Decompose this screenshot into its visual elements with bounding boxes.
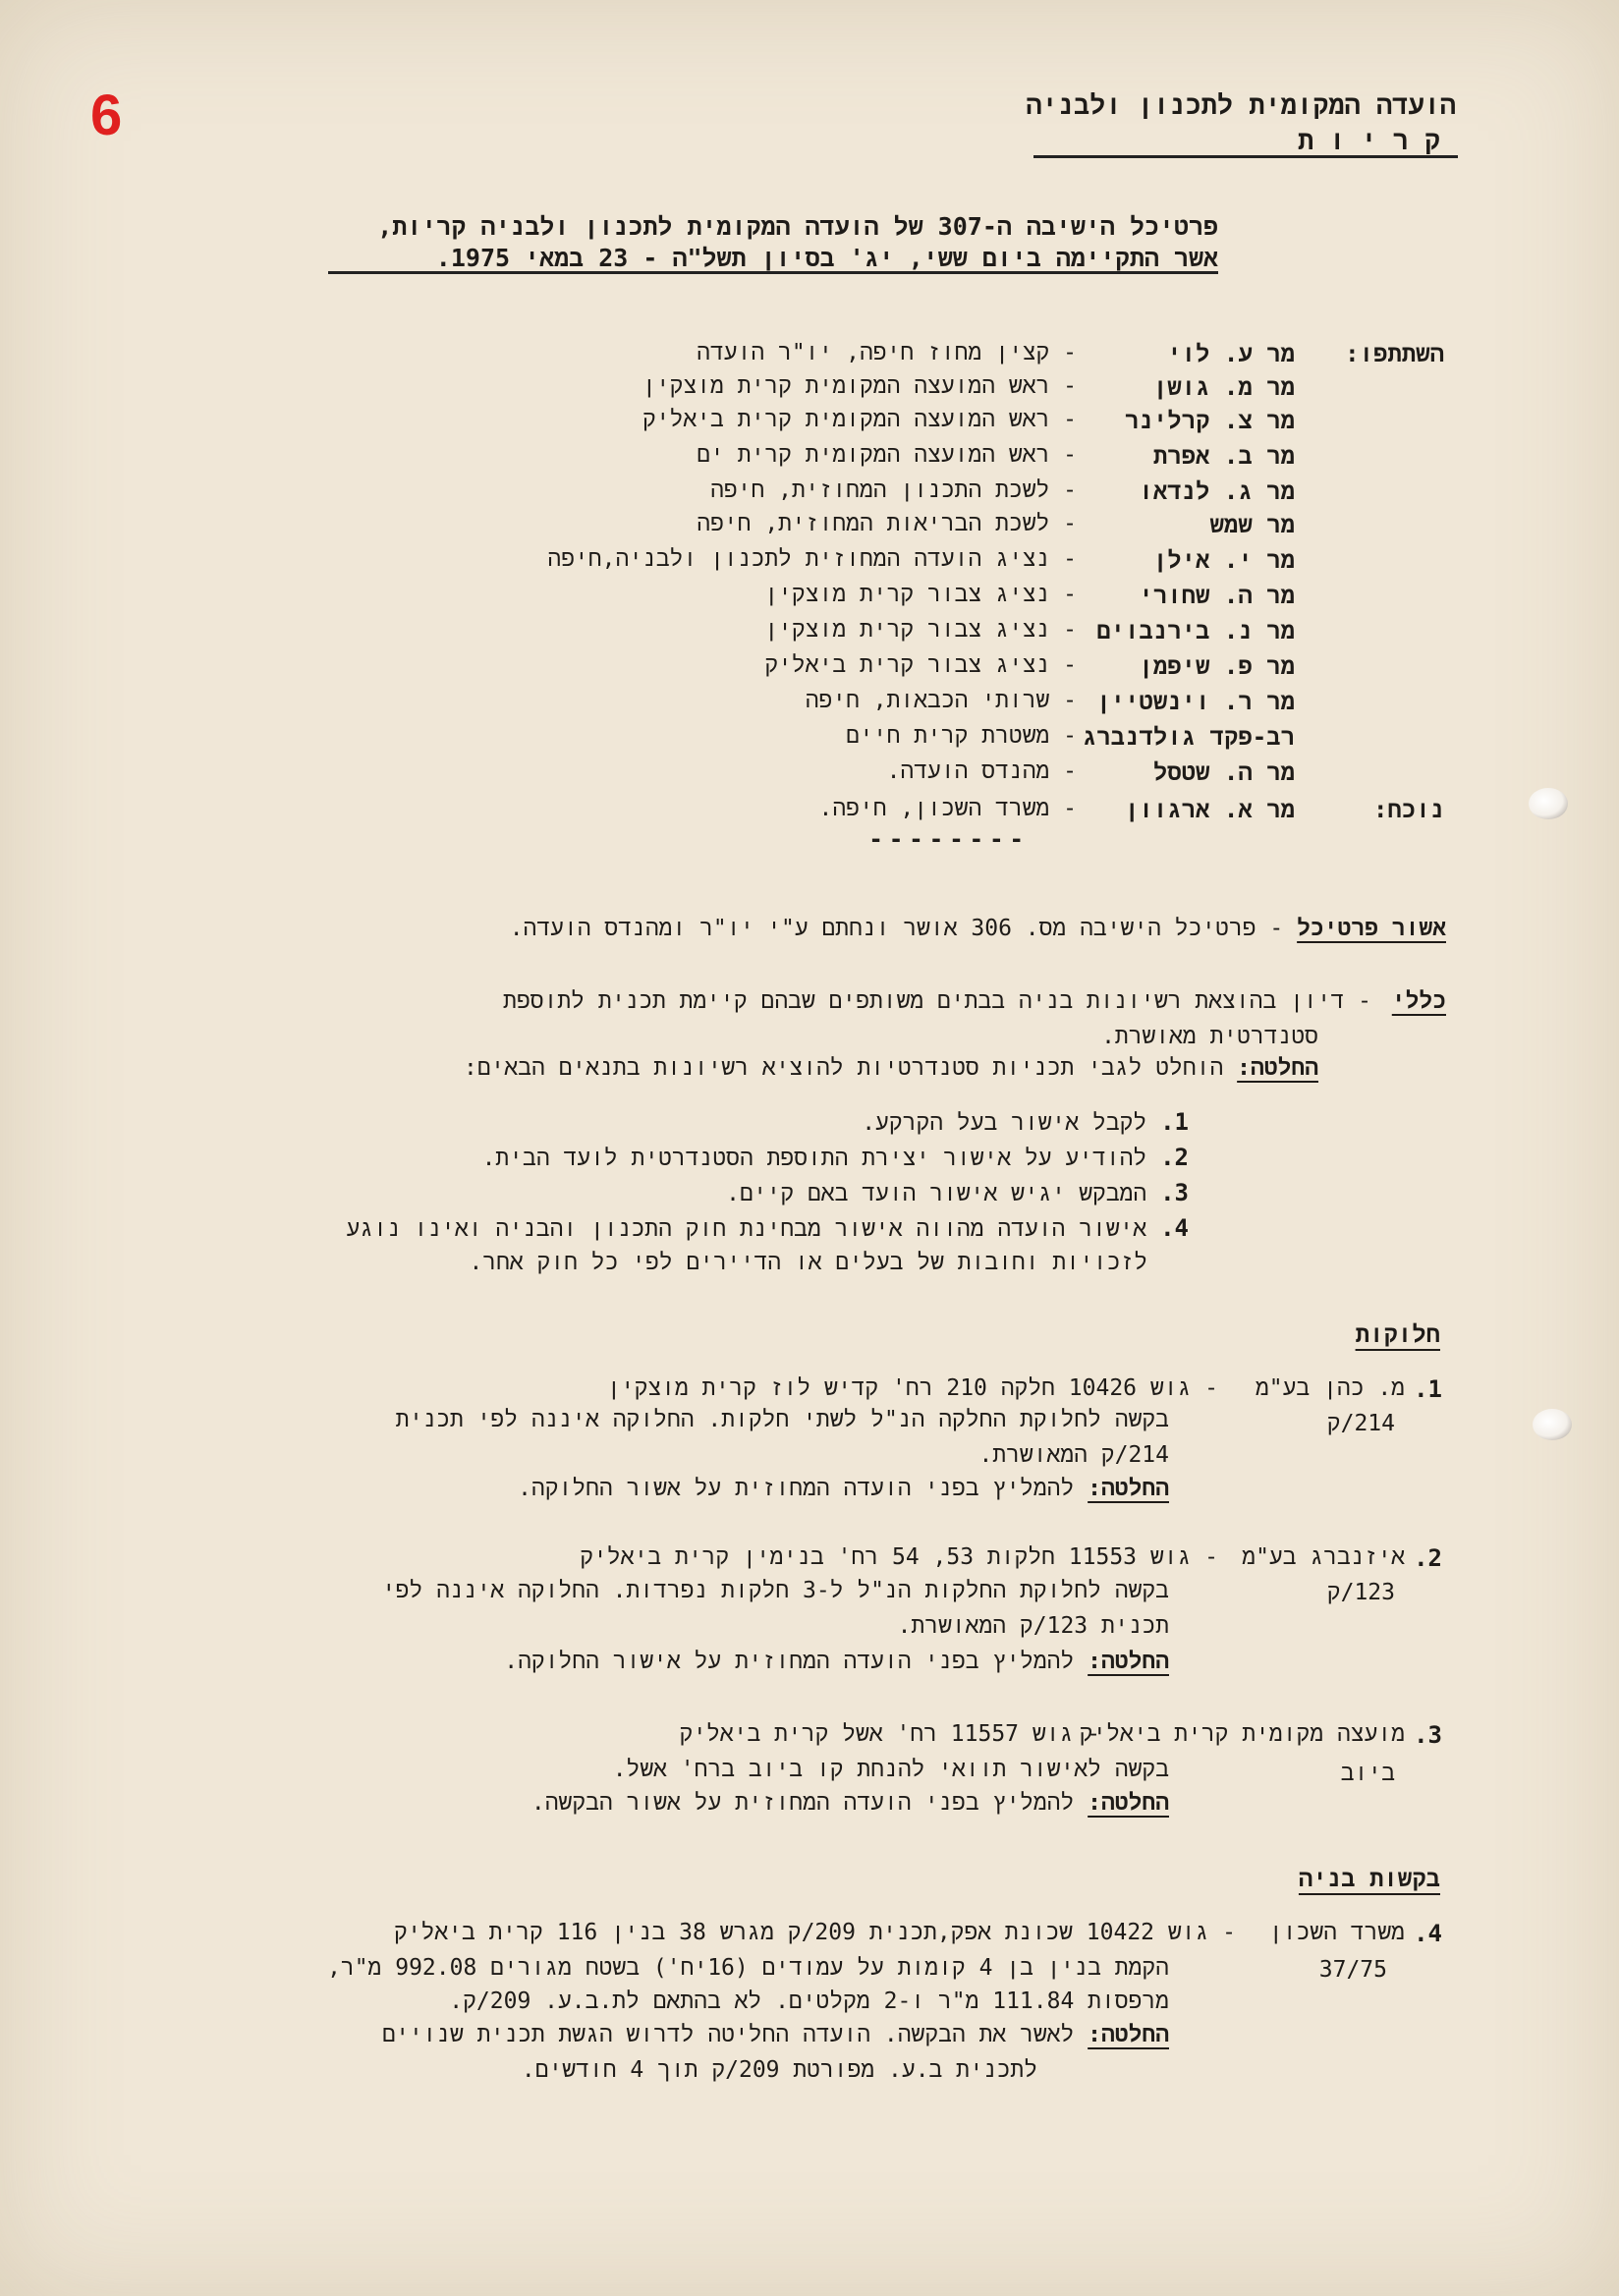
title-divider <box>328 271 1218 274</box>
condition-item: 2. להודיע על אישור יצירת התוספת הסטנדרטית לועד הבית. <box>481 1144 1189 1171</box>
item-line-1: - גוש 11557 רח' אשל קרית ביאליק <box>679 1721 1100 1747</box>
attendee-name: מר ה. שחורי <box>1139 582 1295 609</box>
attendee-role: - לשכת הבריאות המחוזית, חיפה <box>697 511 1077 536</box>
item-line-2: בקשה לחלוקת החלקות הנ"ל ל-3 חלקות נפרדות. החלוקה איננה לפי <box>381 1578 1169 1603</box>
condition-item: 3. המבקש יגיש אישור הועד באם קיים. <box>726 1179 1189 1206</box>
attendee-name: מר שמש <box>1209 511 1295 538</box>
general-line-1: - דיון בהוצאת רשיונות בניה בבתים משותפים שבהם קיימת תכנית לתוספת <box>503 988 1371 1014</box>
attendee-role: - שרותי הכבאות, חיפה <box>805 688 1077 713</box>
decision-text: הוחלט לגבי תכניות סטנדרטיות להוציא רשיונות בתנאים הבאים: <box>463 1055 1224 1081</box>
attendee-role: - נציג צבור קרית מוצקין <box>764 617 1077 643</box>
attendee-name: מר ב. אפרת <box>1152 442 1295 470</box>
item-applicant: איזנברג בע"מ <box>1242 1544 1405 1570</box>
protocol-approval-text: - פרטיכל הישיבה מס. 306 אושר ונחתם ע"י יו"ר ומהנדס הועדה. <box>509 916 1284 941</box>
item-number: 2. <box>1414 1544 1442 1572</box>
attendee-role: - לשכת התכנון המחוזית, חיפה <box>710 477 1077 503</box>
item-line-1: - גוש 10422 שכונת אפק,תכנית 209/ק מגרש 38 בנין 116 קרית ביאליק <box>393 1920 1236 1945</box>
condition-4-continuation: לזכויות וחובות של בעלים או הדיירים לפי כל חוק אחר. <box>469 1250 1147 1275</box>
header-divider <box>1033 155 1458 158</box>
item-applicant: מ. כהן בע"מ <box>1255 1375 1405 1401</box>
item-decision: החלטה: להמליץ בפני הועדה המחוזית על אשור החלוקה. <box>518 1476 1169 1501</box>
attendee-role: - משטרת קרית חיים <box>846 723 1077 749</box>
general-line-2: סטנדרטית מאושרת. <box>1101 1024 1318 1049</box>
item-line-3: תכנית 123/ק המאושרת. <box>897 1613 1169 1639</box>
attendee-role: - נציג צבור קרית מוצקין <box>764 582 1077 607</box>
attendee-role: - קצין מחוז חיפה, יו"ר הועדה <box>697 340 1077 365</box>
attendee-name: מר ר. וינשטיין <box>1096 688 1295 715</box>
present-label: נוכח: <box>1372 796 1444 823</box>
attendee-name: רב-פקד גולדנברג <box>1082 723 1295 751</box>
item-plan: 37/75 <box>1318 1957 1387 1983</box>
attendee-role: - נציג צבור קרית ביאליק <box>764 652 1077 678</box>
item-line-3: מרפסות 111.84 מ"ר ו-2 מקלטים. לא בהתאם לת.ב.ע. 209/ק. <box>449 1988 1169 2014</box>
item-plan: 214/ק <box>1326 1411 1395 1436</box>
item-number: 1. <box>1414 1375 1442 1403</box>
subdivisions-heading: חלוקות <box>1355 1320 1440 1348</box>
attendee-role: - מהנדס הועדה. <box>886 758 1077 784</box>
item-line-2: הקמת בנין בן 4 קומות על עמודים (16יח') בשטח מגורים 992.08 מ"ר, <box>327 1955 1169 1981</box>
attendee-name: מר ע. לוי <box>1167 340 1295 367</box>
attendee-role: - נציג הועדה המחוזית לתכנון ולבניה,חיפה <box>547 546 1077 572</box>
item-applicant: מועצה מקומית קרית ביאליק <box>1079 1721 1405 1747</box>
item-number: 4. <box>1414 1920 1442 1947</box>
item-plan: 123/ק <box>1326 1580 1395 1605</box>
attendee-name: מר א. ארגוון <box>1125 796 1295 823</box>
page-number: 6 <box>90 84 123 147</box>
item-line-1: - גוש 11553 חלקות 53, 54 רח' בנימין קרית ביאליק <box>580 1544 1218 1570</box>
attendee-role: - ראש המועצה המקומית קרית ביאליק <box>642 407 1077 432</box>
item-decision-continuation: לתכנית ב.ע. מפורטת 209/ק תוך 4 חודשים. <box>521 2057 1037 2083</box>
attendee-name: מר פ. שיפמן <box>1139 652 1295 680</box>
item-number: 3. <box>1414 1721 1442 1749</box>
participants-label: השתתפו: <box>1345 340 1444 367</box>
attendee-name: מר י. אילן <box>1152 546 1295 574</box>
item-decision: החלטה: להמליץ בפני הועדה המחוזית על אשור הבקשה. <box>530 1790 1169 1816</box>
title-line-1: פרטיכל הישיבה ה-307 של הועדה המקומית לתכנון ולבניה קריות, <box>377 212 1218 241</box>
attendee-role: - ראש המועצה המקומית קרית ים <box>697 442 1077 468</box>
building-requests-heading: בקשות בניה <box>1298 1865 1440 1892</box>
condition-item: 4. אישור הועדה מהווה אישור מבחינת חוק התכנון והבניה ואינו נוגע <box>346 1214 1189 1242</box>
header-place: קריות <box>1297 126 1456 156</box>
item-decision: החלטה: להמליץ בפני הועדה המחוזית על אישור החלוקה. <box>504 1649 1169 1674</box>
attendee-role: - משרד השכון, חיפה. <box>818 796 1077 821</box>
attendee-role: - ראש המועצה המקומית קרית מוצקין <box>642 373 1077 399</box>
attendee-name: מר ג. לנדאו <box>1139 477 1295 505</box>
attendees-separator: -------- <box>868 825 1030 853</box>
item-applicant: משרד השכון <box>1268 1920 1405 1945</box>
item-plan: ביוב <box>1340 1761 1395 1786</box>
item-line-1: - גוש 10426 חלקה 210 רח' קדיש לוז קרית מוצקין <box>607 1375 1218 1401</box>
attendee-name: מר נ. בירנבוים <box>1096 617 1295 644</box>
attendee-name: מר ה. שטסל <box>1152 758 1295 786</box>
item-line-3: 214/ק המאושרת. <box>978 1442 1169 1468</box>
protocol-approval-label: אשור פרטיכל <box>1297 916 1446 941</box>
attendee-name: מר מ. גושן <box>1152 373 1295 401</box>
punch-hole <box>1529 788 1568 819</box>
punch-hole <box>1533 1409 1572 1440</box>
general-decision <box>464 1055 1318 1082</box>
general-label: כללי <box>1391 988 1446 1014</box>
condition-item: 1. לקבל אישור בעל הקרקע. <box>862 1108 1189 1136</box>
title-line-2: אשר התקיימה ביום ששי, יג' בסיון תשל"ה - 23 במאי 1975. <box>435 244 1218 272</box>
item-line-2: בקשה לחלוקת החלקה הנ"ל לשתי חלקות. החלוקה איננה לפי תכנית <box>395 1407 1169 1432</box>
attendee-name: מר צ. קרלינר <box>1125 407 1295 434</box>
decision-label: החלטה: <box>1237 1055 1318 1081</box>
header-org: הועדה המקומית לתכנון ולבניה <box>1026 90 1456 121</box>
item-line-2: בקשה לאישור תוואי להנחת קו ביוב ברח' אשל. <box>612 1757 1169 1782</box>
item-decision: החלטה: לאשר את הבקשה. הועדה החליטה לדרוש הגשת תכנית שנויים <box>381 2022 1169 2047</box>
protocol-approval <box>510 916 1446 942</box>
